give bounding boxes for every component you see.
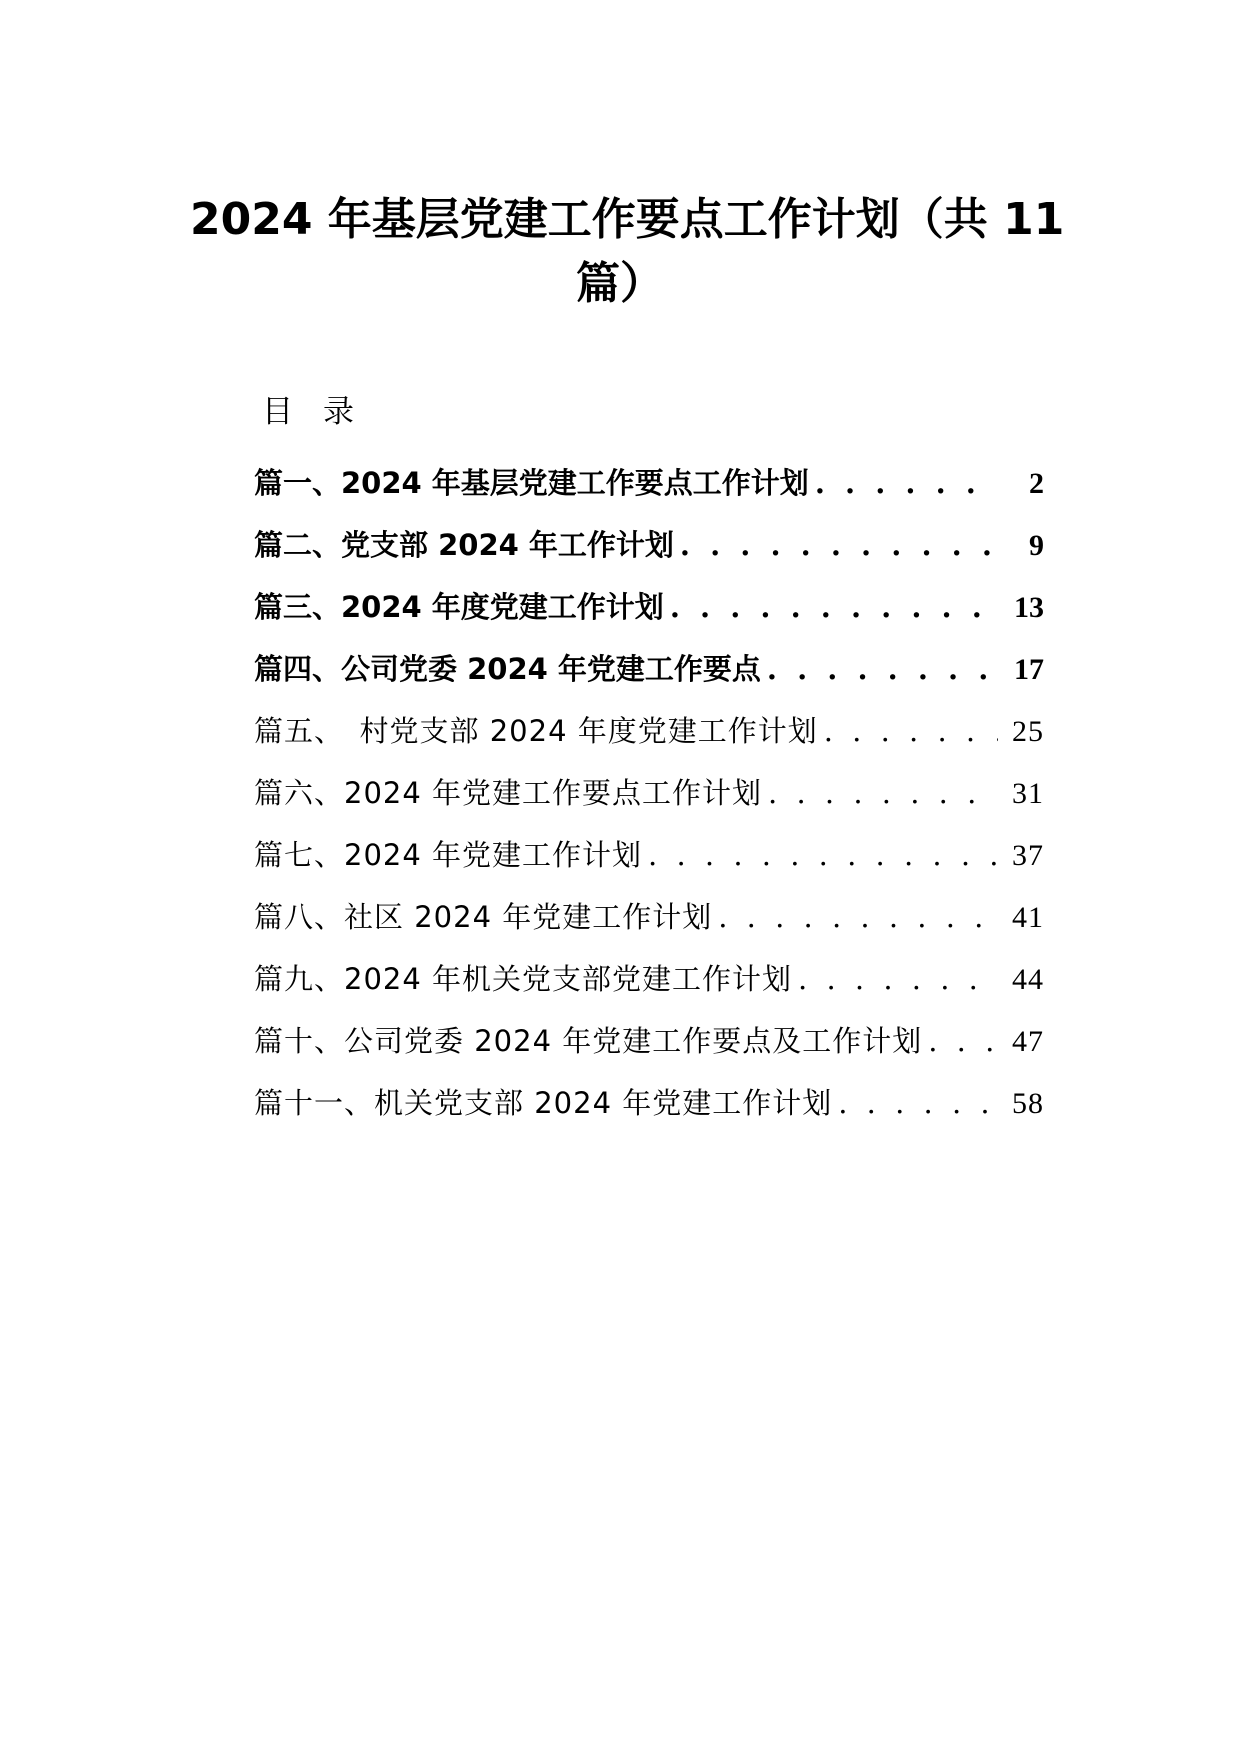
toc-leader-dots: [824, 700, 998, 762]
toc-entry-8[interactable]: [254, 886, 1044, 948]
toc-entry-label: 篇八、社区 2024 年党建工作计划: [254, 900, 713, 934]
toc-entry-label: 篇十一、机关党支部 2024 年党建工作计划: [254, 1086, 833, 1120]
toc-entry-label: 篇二、党支部 2024 年工作计划: [254, 528, 674, 562]
toc-entry-2[interactable]: [254, 514, 1044, 576]
toc-leader-dots: [670, 576, 998, 638]
toc-page-number: 44: [1012, 963, 1044, 996]
toc-entry-label: 篇七、2024 年党建工作计划: [254, 838, 643, 872]
toc-entry-11[interactable]: [254, 1072, 1044, 1134]
toc-page-number: 9: [1029, 529, 1044, 562]
toc-entry-label: 篇三、2024 年度党建工作计划: [254, 590, 664, 624]
toc-entry-label: 篇五、 村党支部 2024 年度党建工作计划: [254, 714, 818, 748]
toc-entry-3[interactable]: [254, 576, 1044, 638]
toc-page-number: 13: [1014, 591, 1044, 624]
toc-leader-dots: [648, 824, 998, 886]
toc-entry-6[interactable]: [254, 762, 1044, 824]
toc-entry-10[interactable]: [254, 1010, 1044, 1072]
toc-entry-1[interactable]: [254, 452, 1044, 514]
page-title-line-1: 2024 年基层党建工作要点工作计划（共 11: [190, 194, 1065, 245]
toc-entry-label: 篇四、公司党委 2024 年党建工作要点: [254, 652, 761, 686]
toc-page-number: 31: [1012, 777, 1044, 810]
toc-page-number: 37: [1012, 839, 1044, 872]
toc-leader-dots: [838, 1072, 998, 1134]
toc-leader-dots: [680, 514, 998, 576]
toc-page-number: 25: [1012, 715, 1044, 748]
table-of-contents: [254, 452, 1044, 1134]
toc-page-number: 17: [1014, 653, 1044, 686]
page-title-line-2: 篇）: [576, 258, 664, 309]
toc-leader-dots: [815, 452, 998, 514]
toc-entry-label: 篇一、2024 年基层党建工作要点工作计划: [254, 466, 809, 500]
page-title: [190, 188, 1065, 316]
toc-leader-dots: [798, 948, 998, 1010]
toc-page-number: 47: [1012, 1025, 1044, 1058]
toc-heading: 目录: [262, 394, 384, 430]
toc-leader-dots: [928, 1010, 998, 1072]
toc-leader-dots: [768, 762, 998, 824]
toc-entry-label: 篇九、2024 年机关党支部党建工作计划: [254, 962, 793, 996]
toc-entry-label: 篇十、公司党委 2024 年党建工作要点及工作计划: [254, 1024, 923, 1058]
toc-page-number: 58: [1012, 1087, 1044, 1120]
toc-entry-label: 篇六、2024 年党建工作要点工作计划: [254, 776, 763, 810]
toc-entry-4[interactable]: [254, 638, 1044, 700]
toc-page-number: 41: [1012, 901, 1044, 934]
toc-entry-7[interactable]: [254, 824, 1044, 886]
toc-entry-9[interactable]: [254, 948, 1044, 1010]
toc-entry-5[interactable]: [254, 700, 1044, 762]
toc-page-number: 2: [1029, 467, 1044, 500]
toc-leader-dots: [718, 886, 998, 948]
toc-leader-dots: [767, 638, 998, 700]
